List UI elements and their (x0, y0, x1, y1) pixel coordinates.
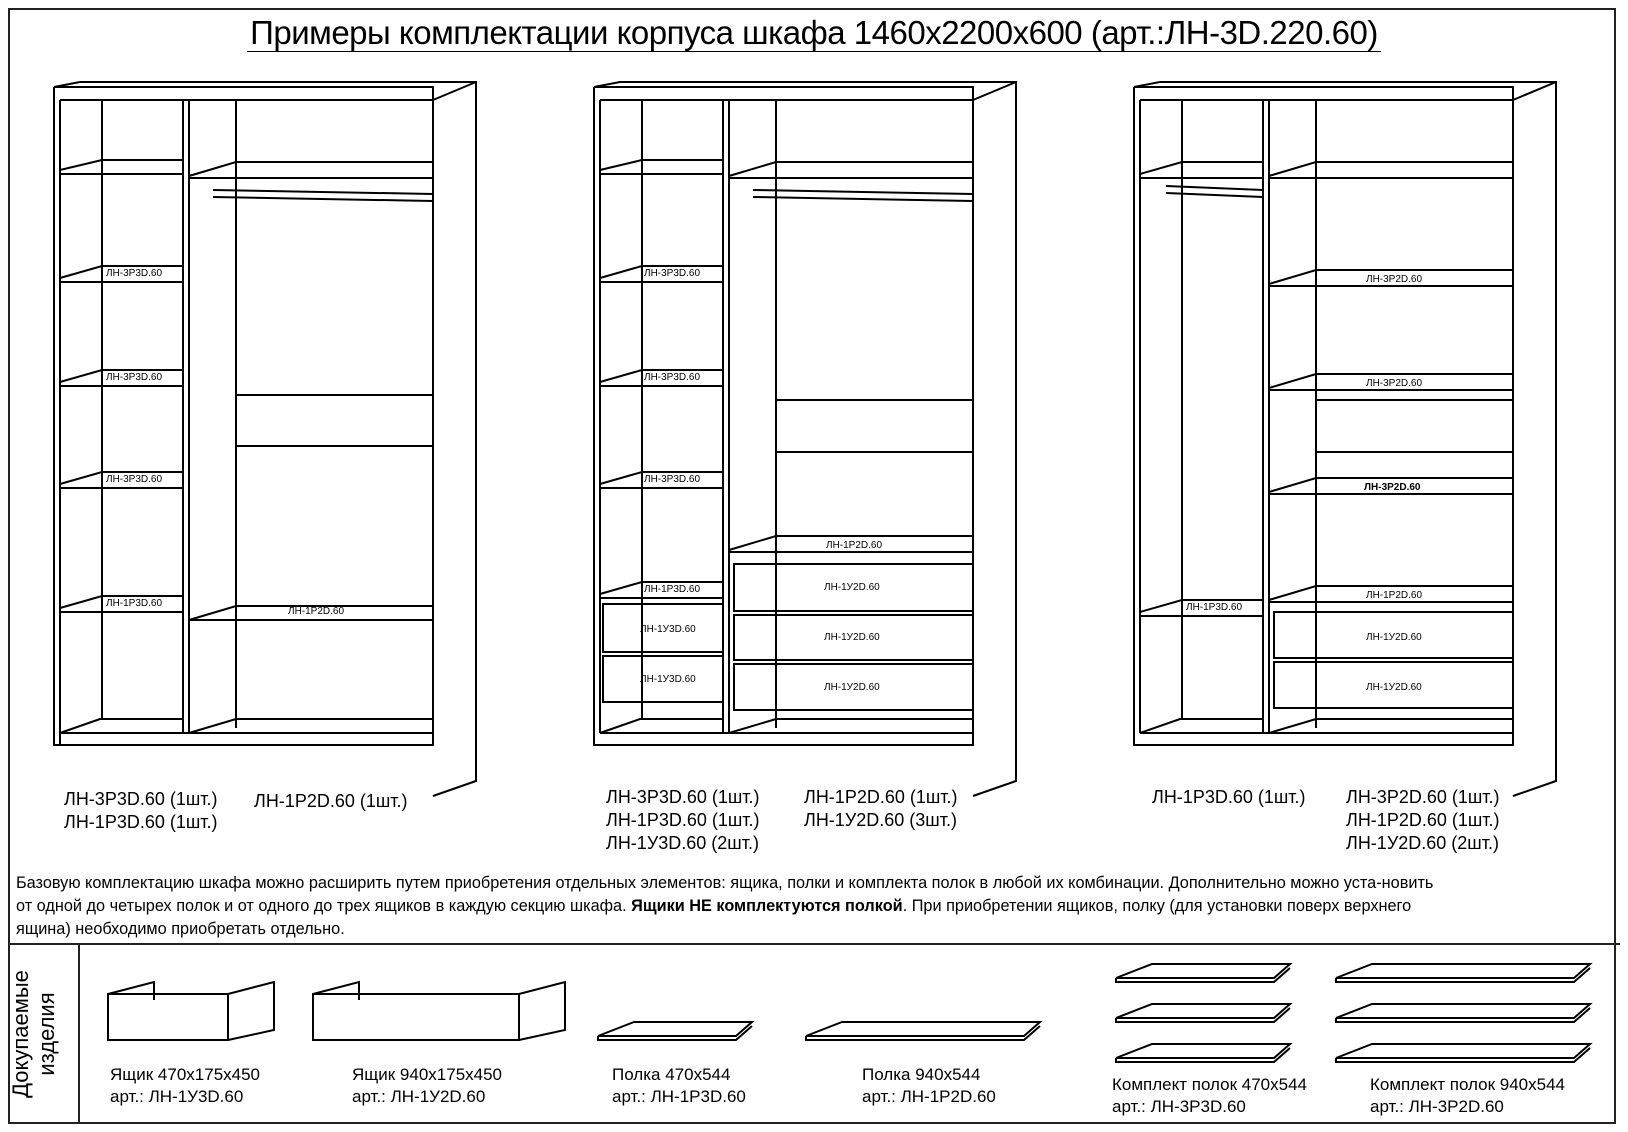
description (16, 872, 1436, 941)
part-label: ЛН-1Р3D.60 (644, 584, 701, 595)
component-line: ЛН-1Р2D.60 (1шт.) (1346, 810, 1500, 830)
component-line: ЛН-1Р3D.60 (1шт.) (64, 812, 218, 832)
extra-caption (1370, 1074, 1565, 1118)
extra-shelf-large (806, 1022, 1040, 1040)
cabinet-3-labels (1186, 274, 1422, 693)
cabinet-1-labels (106, 268, 344, 617)
part-label: ЛН-1У3D.60 (640, 674, 696, 685)
component-line: ЛН-1Р3D.60 (1шт.) (1152, 787, 1306, 807)
description-bold: Ящики НЕ комплектуются полкой (631, 897, 903, 915)
extra-art: арт.: ЛН-1У3D.60 (110, 1087, 244, 1106)
part-label: ЛН-3Р3D.60 (106, 372, 163, 383)
cabinet-1-list-1 (64, 788, 218, 834)
extra-drawer-small (108, 982, 274, 1040)
component-line: ЛН-3Р3D.60 (1шт.) (64, 789, 218, 809)
title-text: Примеры комплектации корпуса шкафа 1460х2200х600 (арт.:ЛН-3D.220.60) (247, 14, 1381, 52)
extra-name: Комплект полок 940х544 (1370, 1075, 1566, 1094)
extra-shelf-set-large (1336, 964, 1590, 1062)
extra-shelf-small (598, 1022, 752, 1040)
component-line: ЛН-1У3D.60 (2шт.) (606, 833, 759, 853)
extra-name: Комплект полок 470х544 (1112, 1075, 1308, 1094)
extra-caption (352, 1064, 502, 1108)
component-line: ЛН-1У2D.60 (2шт.) (1346, 833, 1499, 853)
part-label: ЛН-3Р3D.60 (106, 268, 163, 279)
extra-art: арт.: ЛН-1Р3D.60 (612, 1087, 746, 1106)
part-label: ЛН-3Р3D.60 (644, 268, 701, 279)
divider (8, 943, 1620, 945)
part-label: ЛН-3Р3D.60 (106, 474, 163, 485)
extra-name: Полка 940х544 (862, 1065, 981, 1084)
cabinet-2 (594, 82, 1016, 796)
divider-vertical (78, 944, 80, 1124)
cabinet-1-list-2 (254, 790, 408, 813)
component-line: ЛН-1Р3D.60 (1шт.) (606, 810, 760, 830)
part-label: ЛН-3Р2D.60 (1366, 378, 1423, 389)
part-label: ЛН-1У2D.60 (1366, 632, 1422, 643)
extra-caption (862, 1064, 996, 1108)
part-label: ЛН-3Р2D.60 (1364, 482, 1421, 493)
extra-name: Ящик 470х175х450 (110, 1065, 261, 1084)
part-label: ЛН-1Р3D.60 (106, 598, 163, 609)
extra-art: арт.: ЛН-3Р2D.60 (1370, 1097, 1504, 1116)
part-label: ЛН-3Р2D.60 (1366, 274, 1423, 285)
component-line: ЛН-1Р2D.60 (1шт.) (804, 787, 958, 807)
part-label: ЛН-1Р2D.60 (288, 606, 345, 617)
component-line: ЛН-1Р2D.60 (1шт.) (254, 791, 408, 811)
cabinet-3-list-2 (1346, 786, 1500, 855)
part-label: ЛН-1У3D.60 (640, 624, 696, 635)
component-line: ЛН-3Р3D.60 (1шт.) (606, 787, 760, 807)
extra-shelf-set-small (1116, 964, 1290, 1062)
extra-caption (110, 1064, 260, 1108)
cabinet-2-list-1 (606, 786, 760, 855)
extra-caption (612, 1064, 746, 1108)
extra-art: арт.: ЛН-1Р2D.60 (862, 1087, 996, 1106)
part-label: ЛН-1У2D.60 (824, 582, 880, 593)
cabinet-3 (1134, 82, 1556, 796)
cabinet-3-list-1 (1152, 786, 1306, 809)
part-label: ЛН-1У2D.60 (824, 682, 880, 693)
extra-art: арт.: ЛН-1У2D.60 (352, 1087, 486, 1106)
extra-name: Полка 470х544 (612, 1065, 731, 1084)
part-label: ЛН-1Р2D.60 (1366, 590, 1423, 601)
extra-name: Ящик 940х175х450 (352, 1065, 503, 1084)
description-text-end: . При приобретении ящиков, полку (для установки поверх верхнего ящина) необходимо приобретать отдельно. (16, 897, 1412, 938)
extra-drawer-large (313, 982, 565, 1040)
part-label: ЛН-1У2D.60 (824, 632, 880, 643)
extra-art: арт.: ЛН-3Р3D.60 (1112, 1097, 1246, 1116)
description-text: Базовую комплектацию шкафа можно расширить путем приобретения отдельных элементов: ящика, полки и комплекта полок в любой их комбинации. Дополнительно можно уста-новить от одной до четырех полок и от одного до трех ящиков в каждую секцию шкафа. (16, 874, 1434, 915)
part-label: ЛН-1У2D.60 (1366, 682, 1422, 693)
part-label: ЛН-3Р3D.60 (644, 372, 701, 383)
cabinet-2-labels (640, 268, 882, 693)
component-line: ЛН-1У2D.60 (3шт.) (804, 810, 957, 830)
cabinet-2-list-2 (804, 786, 958, 832)
extra-caption (1112, 1074, 1307, 1118)
cabinet-1 (54, 82, 476, 796)
extras-heading: Докупаемые изделия (8, 970, 59, 1098)
part-label: ЛН-1Р2D.60 (826, 540, 883, 551)
part-label: ЛН-3Р3D.60 (644, 474, 701, 485)
component-line: ЛН-3Р2D.60 (1шт.) (1346, 787, 1500, 807)
part-label: ЛН-1Р3D.60 (1186, 602, 1243, 613)
